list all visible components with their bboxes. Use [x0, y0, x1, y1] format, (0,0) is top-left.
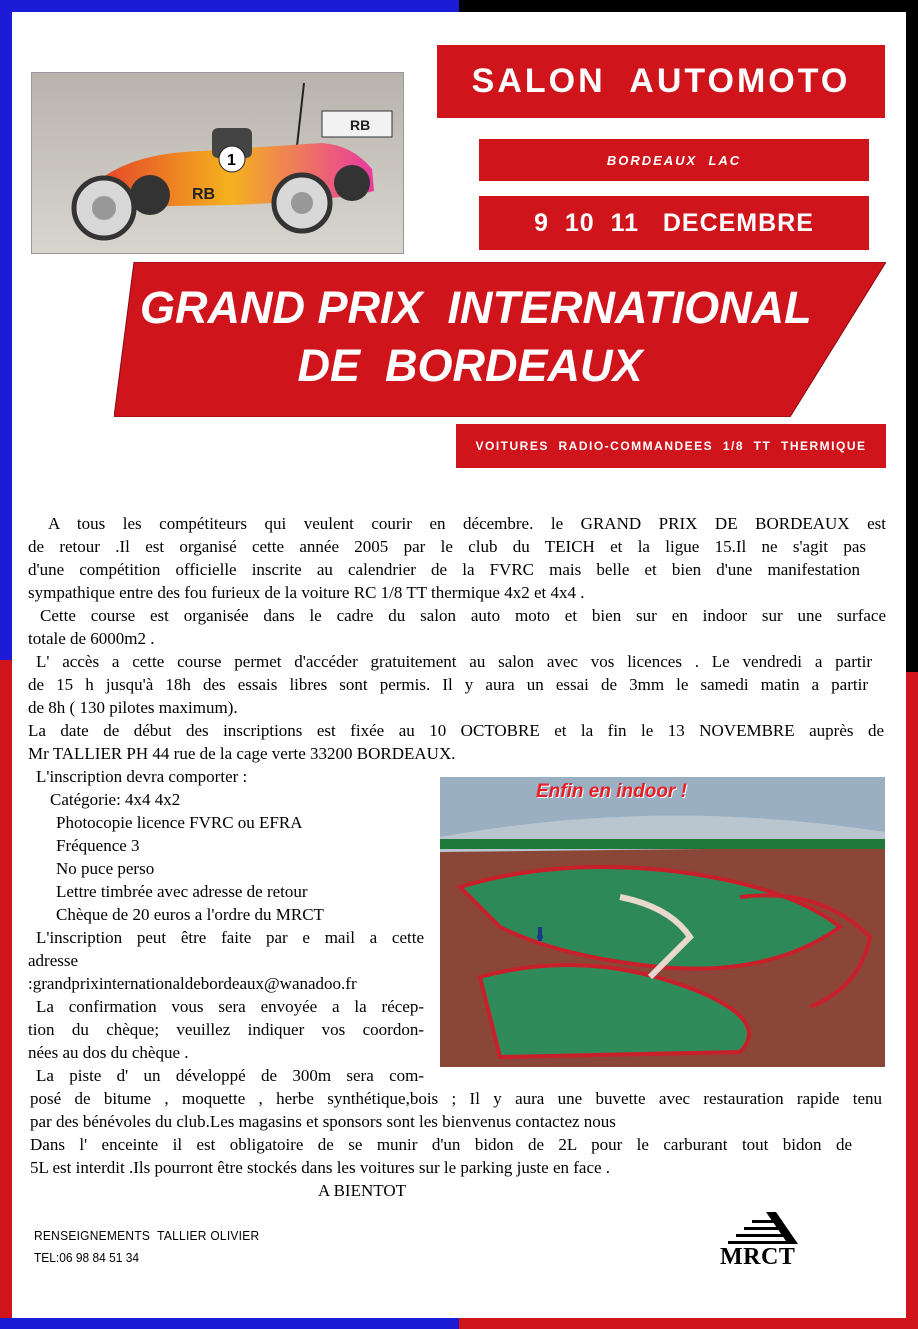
- body-line: totale de 6000m2 .: [28, 629, 155, 648]
- body-line: La date de début des inscriptions est fixée au 10 OCTOBRE et la fin le 13 NOVEMBRE auprès de: [28, 721, 884, 740]
- body-line: La piste d' un développé de 300m sera com-: [36, 1066, 424, 1085]
- venue-box: [479, 139, 869, 181]
- body-line: No puce perso: [56, 859, 155, 878]
- body-line: adresse: [28, 951, 79, 970]
- body-line: d'une compétition officielle inscrite au calendrier de la FVRC mais belle et bien d'une manifestation: [28, 560, 860, 579]
- body-line: L'inscription peut être faite par e mail a cette: [36, 928, 424, 947]
- subtitle-label: VOITURES RADIO-COMMANDEES 1/8 TT THERMIQUE: [475, 439, 867, 453]
- right-border-red: [906, 672, 918, 1329]
- left-border-blue: [0, 0, 12, 660]
- svg-text:RB: RB: [192, 186, 216, 203]
- contact-phone: TEL:06 98 84 51 34: [34, 1250, 140, 1265]
- body-line: Photocopie licence FVRC ou EFRA: [56, 813, 303, 832]
- body-line: La confirmation vous sera envoyée a la récep-: [36, 997, 424, 1016]
- svg-text:RB: RB: [350, 117, 371, 133]
- body-line: Fréquence 3: [56, 836, 140, 855]
- mrct-logo: [718, 1210, 818, 1272]
- mrct-logo-text: MRCT: [720, 1244, 796, 1270]
- body-line: Chèque de 20 euros a l'ordre du MRCT: [56, 905, 324, 924]
- dates-label: 9 10 11 DECEMBRE: [534, 208, 814, 237]
- body-line: 5L est interdit .Ils pourront être stockés dans les voitures sur le parking juste en face .: [30, 1158, 611, 1177]
- indoor-track-photo: [440, 777, 885, 1067]
- body-line: L' accès a cette course permet d'accéder gratuitement au salon avec vos licences . Le vendredi a partir: [36, 652, 872, 671]
- body-line: Mr TALLIER PH 44 rue de la cage verte 33200 BORDEAUX.: [28, 744, 456, 763]
- body-line: Lettre timbrée avec adresse de retour: [56, 882, 308, 901]
- contact-name: RENSEIGNEMENTS TALLIER OLIVIER: [34, 1228, 260, 1243]
- indoor-caption: Enfin en indoor !: [536, 781, 687, 802]
- left-border-red: [0, 660, 12, 1329]
- right-border-black: [906, 0, 918, 672]
- bottom-border-blue: [0, 1318, 459, 1329]
- grand-prix-title-line1: GRAND PRIX INTERNATIONAL: [140, 282, 812, 333]
- body-line: tion du chèque; veuillez indiquer vos coordon-: [28, 1020, 424, 1039]
- body-line: Cette course est organisée dans le cadre du salon auto moto et bien sur en indoor sur une surface: [40, 606, 886, 625]
- salon-title-box: [437, 45, 885, 118]
- body-line: de 8h ( 130 pilotes maximum).: [28, 698, 238, 717]
- grand-prix-title-line2: DE BORDEAUX: [297, 340, 643, 391]
- svg-text:1: 1: [227, 152, 236, 169]
- body-line: Dans l' enceinte il est obligatoire de se munir d'un bidon de 2L pour le carburant tout bidon de: [30, 1135, 852, 1154]
- dates-box: [479, 196, 869, 250]
- body-line: sympathique entre des fou furieux de la voiture RC 1/8 TT thermique 4x2 et 4x4 .: [28, 583, 585, 602]
- body-line: par des bénévoles du club.Les magasins et sponsors sont les bienvenus contactez nous: [30, 1112, 616, 1131]
- salon-title: SALON AUTOMOTO: [471, 62, 851, 100]
- body-line: L'inscription devra comporter :: [36, 767, 248, 786]
- subtitle-box: [456, 424, 886, 468]
- bottom-border-red: [459, 1318, 906, 1329]
- body-line: de 15 h jusqu'à 18h des essais libres sont permis. Il y aura un essai de 3mm le samedi matin a partir: [28, 675, 868, 694]
- top-border-blue: [0, 0, 459, 12]
- top-border-black: [459, 0, 918, 12]
- venue-label: BORDEAUX LAC: [606, 152, 742, 168]
- mrct-logo-mark: [718, 1210, 818, 1246]
- closing-line: A BIENTOT: [318, 1181, 406, 1200]
- body-line: :grandprixinternationaldebordeaux@wanadoo.fr: [28, 974, 357, 993]
- body-line: posé de bitume , moquette , herbe synthétique,bois ; Il y aura une buvette avec restauration rapide tenu: [30, 1089, 882, 1108]
- body-line: de retour .Il est organisé cette année 2005 par le club du TEICH et la ligue 15.Il ne s'agit pas: [28, 537, 866, 556]
- body-line: Catégorie: 4x4 4x2: [50, 790, 181, 809]
- body-line: A tous les compétiteurs qui veulent courir en décembre. le GRAND PRIX DE BORDEAUX est: [48, 514, 886, 533]
- body-line: nées au dos du chèque .: [28, 1043, 189, 1062]
- rc-car-photo: [31, 72, 404, 254]
